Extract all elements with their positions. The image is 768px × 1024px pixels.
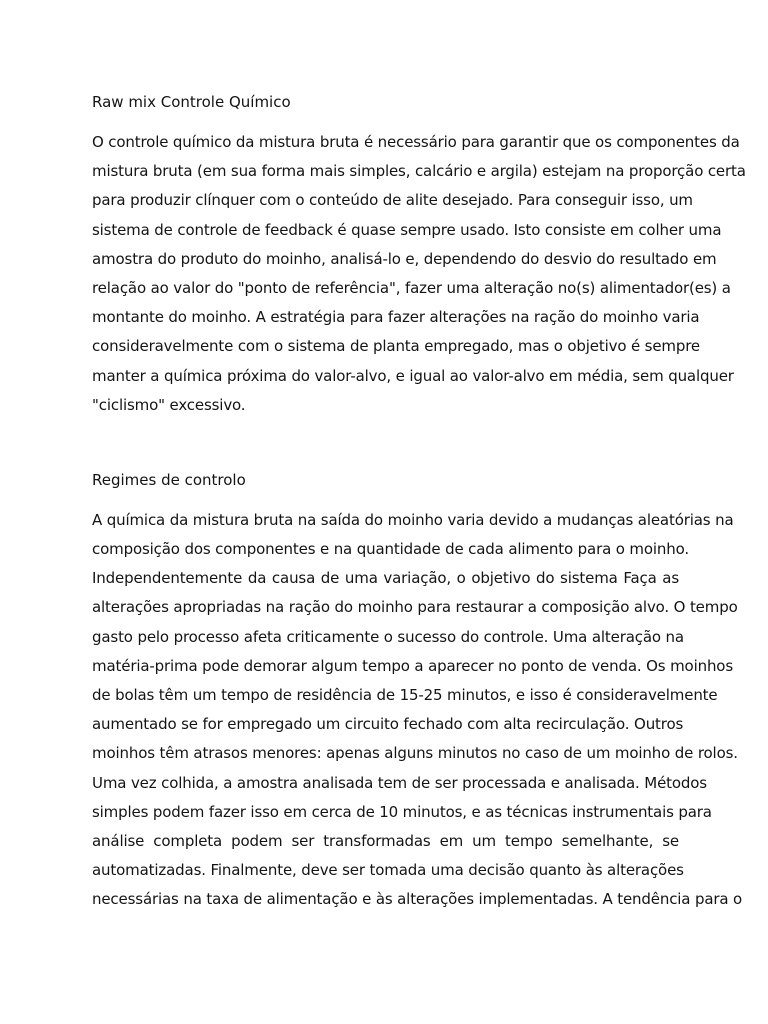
paragraph-line: "ciclismo" excessivo. (92, 395, 246, 414)
paragraph-line: Uma vez colhida, a amostra analisada tem de ser processada e analisada. Métodos (92, 773, 707, 792)
paragraph-line: amostra do produto do moinho, analisá-lo e, dependendo do desvio do resultado em (92, 249, 717, 268)
paragraph-line: consideravelmente com o sistema de planta empregado, mas o objetivo é sempre (92, 337, 701, 356)
paragraph-line: sistema de controle de feedback é quase sempre usado. Isto consiste em colher uma (92, 220, 722, 239)
paragraph-line: gasto pelo processo afeta criticamente o sucesso do controle. Uma alteração na (92, 627, 684, 646)
paragraph-line: O controle químico da mistura bruta é necessário para garantir que os componentes da (92, 133, 740, 151)
document-body (92, 88, 746, 915)
paragraph-line: mistura bruta (em sua forma mais simples, calcário e argila) estejam na proporção certa (92, 162, 746, 181)
paragraph-line: composição dos componentes e na quantidade de cada alimento para o moinho. (92, 540, 690, 559)
paragraph-line: automatizadas. Finalmente, deve ser tomada uma decisão quanto às alterações (92, 861, 684, 880)
paragraph-line: matéria-prima pode demorar algum tempo a aparecer no ponto de venda. Os moinhos (92, 656, 733, 675)
paragraph-line: de bolas têm um tempo de residência de 15-25 minutos, e isso é consideravelmente (92, 686, 718, 704)
paragraph-line: A química da mistura bruta na saída do moinho varia devido a mudanças aleatórias na (92, 510, 734, 529)
paragraph-line: simples podem fazer isso em cerca de 10 minutos, e as técnicas instrumentais para (92, 802, 712, 821)
paragraph-control-regimes (92, 506, 743, 915)
paragraph-line: Independentemente da causa de uma variação, o objetivo do sistema Faça as (92, 569, 679, 588)
paragraph-line: alterações apropriadas na ração do moinho para restaurar a composição alvo. O tempo (92, 598, 738, 617)
paragraph-line: para produzir clínquer com o conteúdo de alite desejado. Para conseguir isso, um (92, 191, 693, 210)
section-title-control-regimes: Regimes de controlo (92, 470, 246, 489)
paragraph-line: aumentado se for empregado um circuito fechado com alta recirculação. Outros (92, 715, 684, 734)
paragraph-raw-mix (92, 128, 746, 420)
paragraph-line: montante do moinho. A estratégia para fazer alterações na ração do moinho varia (92, 308, 700, 327)
paragraph-line: moinhos têm atrasos menores: apenas alguns minutos no caso de um moinho de rolos. (92, 744, 738, 763)
paragraph-line: relação ao valor do "ponto de referência", fazer uma alteração no(s) alimentador(es) a (92, 278, 731, 297)
section-title-raw-mix: Raw mix Controle Químico (92, 93, 291, 111)
paragraph-line: necessárias na taxa de alimentação e às alterações implementadas. A tendência para o (92, 890, 743, 909)
paragraph-line: manter a química próxima do valor-alvo, e igual ao valor-alvo em média, sem qualquer (92, 366, 734, 385)
paragraph-line: análise completa podem ser transformadas em um tempo semelhante, se (92, 831, 679, 850)
